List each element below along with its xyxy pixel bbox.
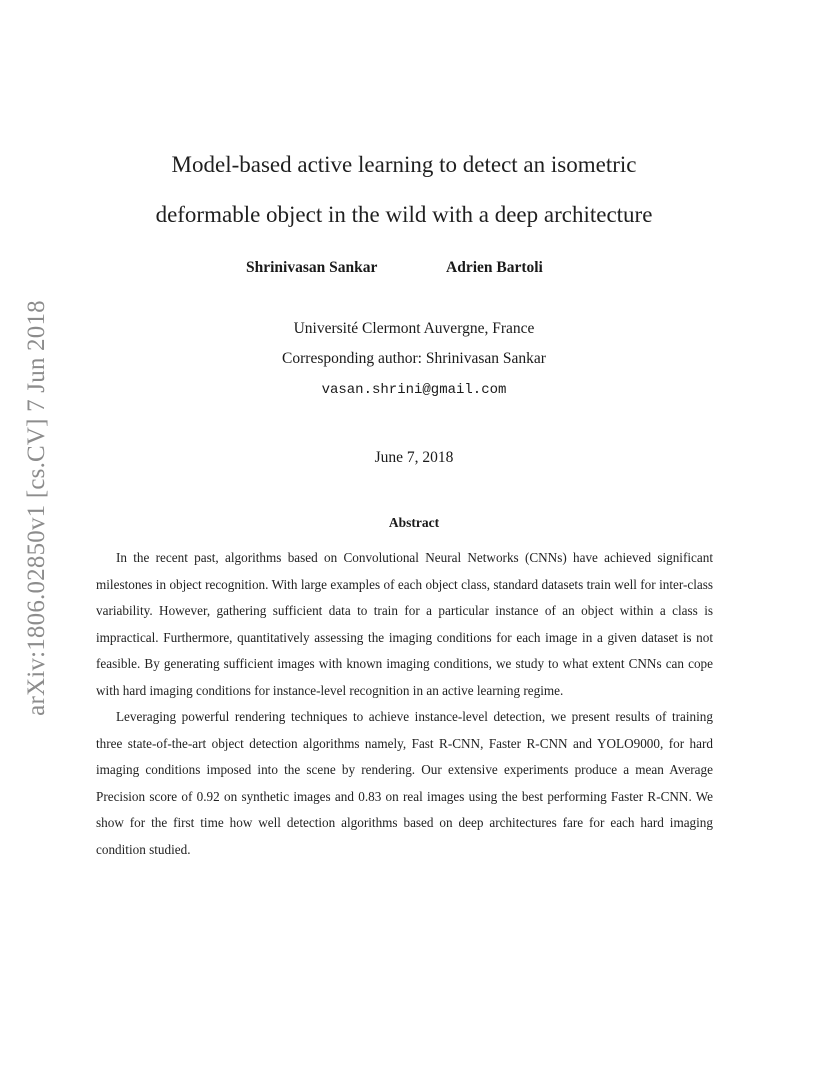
- abstract-paragraph: Leveraging powerful rendering techniques to achieve instance-level detection, we present results of training three state-of-the-art object detection algorithms namely, Fast R-CNN, Faster R-CNN and YOLO9000, for hard imaging conditions imposed into the scene by rendering. Our extensive experiments produce a mean Average Precision score of 0.92 on synthetic images and 0.83 on real images using the best performing Faster R-CNN. We show for the first time how well detection algorithms based on deep architectures fare for each hard imaging condition studied.: [96, 709, 713, 857]
- author-name: Shrinivasan Sankar: [246, 259, 378, 276]
- abstract-body: [96, 545, 713, 863]
- author-email: vasan.shrini@gmail.com: [321, 382, 507, 398]
- arxiv-identifier-stamp: arXiv:1806.02850v1 [cs.CV] 7 Jun 2018: [23, 300, 50, 716]
- author-name: Adrien Bartoli: [446, 259, 543, 276]
- author-affiliation: Université Clermont Auvergne, France: [293, 320, 535, 337]
- paper-date: June 7, 2018: [374, 449, 454, 466]
- corresponding-author: Corresponding author: Shrinivasan Sankar: [282, 350, 546, 367]
- abstract-heading: Abstract: [388, 515, 440, 530]
- paper-title-line-2: deformable object in the wild with a deep architecture: [155, 202, 653, 227]
- abstract-paragraph: In the recent past, algorithms based on Convolutional Neural Networks (CNNs) have achieved significant milestones in object recognition. With large examples of each object class, standard datasets train well for inter-class variability. However, gathering sufficient data to train for a particular instance of an object within a class is impractical. Furthermore, quantitatively assessing the imaging conditions for each image in a given dataset is not feasible. By generating sufficient images with known imaging conditions, we study to what extent CNNs can cope with hard imaging conditions for instance-level recognition in an active learning regime.: [96, 550, 713, 698]
- paper-title-line-1: Model-based active learning to detect an isometric: [171, 152, 637, 177]
- author-list: [0, 259, 828, 279]
